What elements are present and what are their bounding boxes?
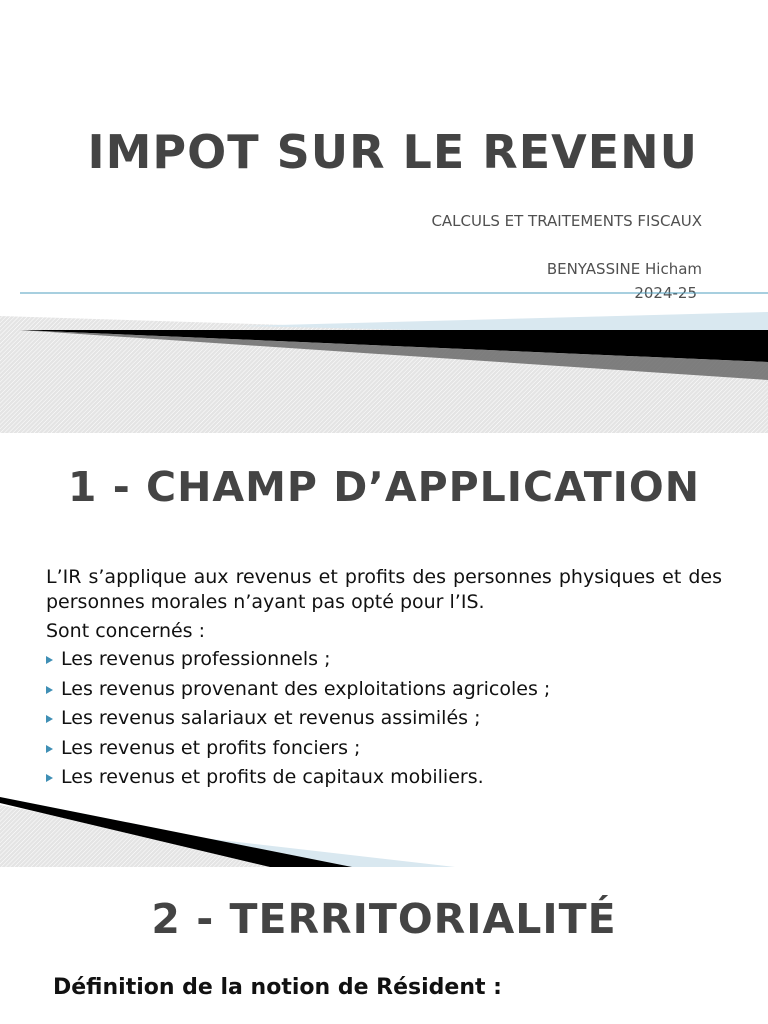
slide-3 xyxy=(0,867,768,1024)
triangle-bullet-icon xyxy=(46,745,53,753)
slide-decoration xyxy=(0,280,768,433)
light-blue-wedge xyxy=(240,312,768,330)
list-item: Les revenus provenant des exploitations agricoles ; xyxy=(0,677,676,707)
list-item: Les revenus salariaux et revenus assimilés ; xyxy=(0,706,676,736)
list-lead: Sont concernés : xyxy=(46,620,206,642)
section-title: 1 - CHAMP D’APPLICATION xyxy=(67,463,701,511)
intro-paragraph: L’IR s’applique aux revenus et profits des personnes physiques et des personnes morales n’ayant pas opté pour l’IS. xyxy=(46,566,722,613)
triangle-bullet-icon xyxy=(46,774,53,782)
list-item: Les revenus et profits fonciers ; xyxy=(0,736,676,766)
slide-body xyxy=(46,565,722,795)
slide-title: IMPOT SUR LE REVENU xyxy=(87,125,698,179)
author-name: BENYASSINE Hicham xyxy=(546,260,702,278)
slide-subtitle: CALCULS ET TRAITEMENTS FISCAUX xyxy=(431,212,702,230)
slide-2 xyxy=(0,433,768,867)
list-item: Les revenus professionnels ; xyxy=(0,647,676,677)
triangle-bullet-icon xyxy=(46,686,53,694)
section-title: 2 - TERRITORIALITÉ xyxy=(151,895,617,943)
slide-decoration xyxy=(0,783,768,867)
academic-year: 2024-25 xyxy=(634,284,697,302)
triangle-bullet-icon xyxy=(46,656,53,664)
triangle-bullet-icon xyxy=(46,715,53,723)
subheading: Définition de la notion de Résident : xyxy=(53,975,502,1000)
bullet-list xyxy=(0,647,676,795)
slide-1 xyxy=(0,0,768,433)
list-item: Les revenus et profits de capitaux mobiliers. xyxy=(0,765,676,795)
